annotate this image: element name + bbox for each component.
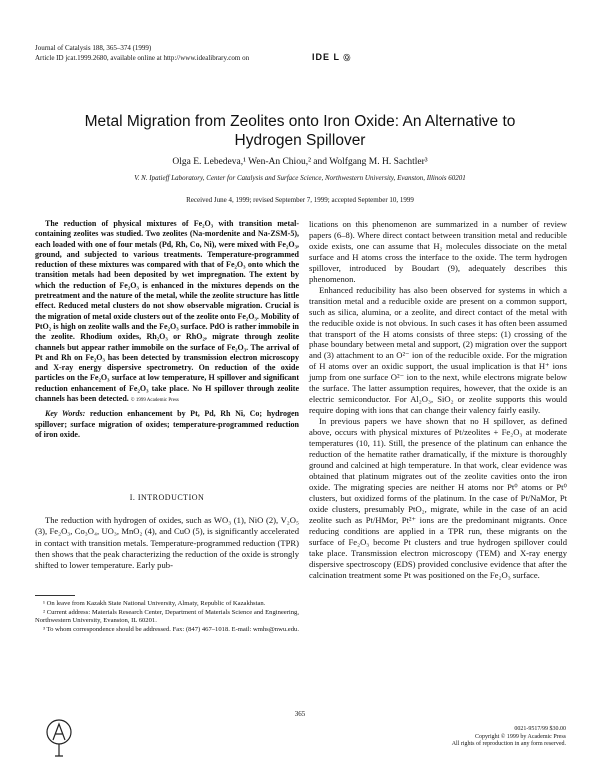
keywords-text: reduction enhancement by Pt, Pd, Rh Ni, Co; hydrogen spillover; surface migration of oxides; temperature-programmed reduction of iron oxide. [35, 409, 299, 439]
footnote-3: ³ To whom correspondence should be addressed. Fax: (847) 467–1018. E-mail: wmhs@nwu.edu. [43, 626, 299, 633]
left-column [35, 219, 299, 440]
right-p2: Enhanced reducibility has also been observed for systems in which a transition metal and a reducible oxide are present on a common support, such as silica, alumina, or a zeolite, and direct contact of the metal with the reducible oxide is not obvious. In such cases it has often been assumed that transport of the H atoms consists of three steps: (1) crossing of the phase boundary between metal and support, (2) migration over the support and (3) attachment to an O²⁻ ion of the reducible oxide. For the migration of H atoms over an oxidic support, the usual implication is that H⁺ ions jump from one surface O²⁻ ion to the next, while electrons migrate below the surface. The latter assumption requires, however, that the oxide is an electric semiconductor. For Al₂O₃, SiO₂ or zeolite supports this would require doping with ions that can change their valency fairly easily. [309, 284, 567, 416]
ideal-logo-icon: Ⓠ [343, 55, 352, 62]
rights-line: All rights of reproduction in any form reserved. [451, 741, 566, 747]
publisher-logo-icon [45, 718, 73, 758]
ideal-logo [312, 52, 351, 63]
paper-title: Metal Migration from Zeolites onto Iron Oxide: An Alternative to Hydrogen Spillover [84, 113, 516, 149]
right-p1: lications on this phenomenon are summarized in a number of review papers (6–8). Where direct contact between transition metal and reducible oxide exists, one can assume that H₂ molecules dissociate on the metal surface and H atoms cross the interface to the oxide. The term hydrogen spillover, introduced by Boudart (9), adequately describes this phenomenon. [309, 219, 567, 284]
received-dates: Received June 4, 1999; revised September 7, 1999; accepted September 10, 1999 [186, 196, 414, 204]
authors: Olga E. Lebedeva,¹ Wen-An Chiou,² and Wolfgang M. H. Sachtler³ [172, 157, 428, 167]
ideal-logo-text: IDE L [312, 52, 340, 62]
intro-paragraph [35, 515, 299, 571]
copyright-block [380, 726, 566, 749]
journal-line: Journal of Catalysis 188, 365–374 (1999) [35, 44, 152, 52]
right-column [309, 219, 567, 580]
copyright-line: Copyright © 1999 by Academic Press [474, 733, 566, 740]
footnotes [35, 600, 299, 635]
footnote-1: ¹ On leave from Kazakh State National University, Almaty, Republic of Kazakhstan. [43, 600, 266, 607]
abstract-text: The reduction of physical mixtures of Fe₂O₃ with transition metal-containing zeolites was studied. Two zeolites (Na-mordenite and Na-ZSM-5), each loaded with one of four metals (Pd, Rh, Co, Ni), were mixed with Fe₂O₃, ground, and subjected to various treatments. Temperature-programmed reduction of these mixtures was compared with that of Fe₂O₃ onto which the transition metals had been deposited by wet impregnation. The extent by which the reduction of Fe₂O₃ is enhanced in the mixtures depends on the pretreatment and the nature of the metal, while the zeolite structure has little effect. Reduced metal clusters do not show observable migration. Crucial is the migration of metal oxide clusters out of the zeolite onto Fe₂O₃. Mobility of PtO₂ is high on zeolite walls and the Fe₂O₃ surface. PdO is rather immobile in the zeolite. Rhodium oxides, Rh₂O₃ or RhO₂, migrate through zeolite channels but appear rather immobile on the surface of Fe₂O₃. The arrival of Pt and Rh on Fe₂O₃ has been detected by transmission electron microscopy and X-ray energy dispersive spectrometry. On reduction of the oxide particles on the Fe₂O₃ surface at low temperature, H spillover and significant reduction enhancement of Fe₂O₃ take place. No H spillover through zeolite channels has been detected. [35, 219, 299, 404]
abstract-copyright: © 1999 Academic Press [130, 398, 179, 404]
keywords [35, 409, 299, 440]
article-line: Article ID jcat.1999.2680, available online at http://www.idealibrary.com on [35, 54, 250, 62]
footnote-2: ² Current address: Materials Research Center, Department of Materials Science and Engineering, Northwestern University, Evanston, IL 60201. [35, 609, 299, 624]
abstract [35, 219, 299, 406]
copyright-code: 0021-9517/99 $30.00 [514, 726, 566, 732]
page-number: 365 [294, 710, 306, 718]
keywords-label: Key Words: [45, 409, 86, 419]
section-heading-introduction: I. INTRODUCTION [129, 493, 205, 502]
footnote-rule [35, 595, 75, 596]
intro-p1: The reduction with hydrogen of oxides, such as WO₃ (1), NiO (2), V₂O₅ (3), Fe₂O₃, Co₃O₄, UO₃, MnO₂ (4), and CuO (5), is significantly accelerated in contact with transition metals. Temperature-programmed reduction (TPR) then shows that the peak characterizing the reduction of the oxide is strongly shifted to lower temperature. Early pub- [35, 515, 299, 571]
right-p3: In previous papers we have shown that no H spillover, as defined above, occurs with physical mixtures of Pt/zeolites + Fe₂O₃ at moderate temperatures (10, 11). Still, the presence of the platinum can enhance the reduction of the hematite rather dramatically, if the mixture is thoroughly ground and calcined at high temperature. In that work, clear evidence was obtained that platinum migrates out of the zeolite cavities onto the iron oxide. The migrating species are neither H atoms nor Pt⁰ atoms or Pt⁰ clusters, but oxidized forms of the platinum. In the case of Pt/NaMor, Pt oxide clusters, presumably PtO₂, migrate, while in the case of an acid zeolite such as Pt/HMor, Pt²⁺ ions are the predominant migrants. Once reducing conditions are applied in a TPR run, these migrants on the surface of Fe₂O₃ become Pt clusters and true hydrogen spillover could take place. Transmission electron microscopy (TEM) and X-ray energy dispersive spectroscopy (EDS) provided conclusive evidence that after the calcination treatment some Pt was positioned on the Fe₂O₃ surface. [309, 416, 567, 580]
affiliation: V. N. Ipatieff Laboratory, Center for Catalysis and Surface Science, Northwestern University, Evanston, Illinois 60201 [134, 174, 466, 182]
